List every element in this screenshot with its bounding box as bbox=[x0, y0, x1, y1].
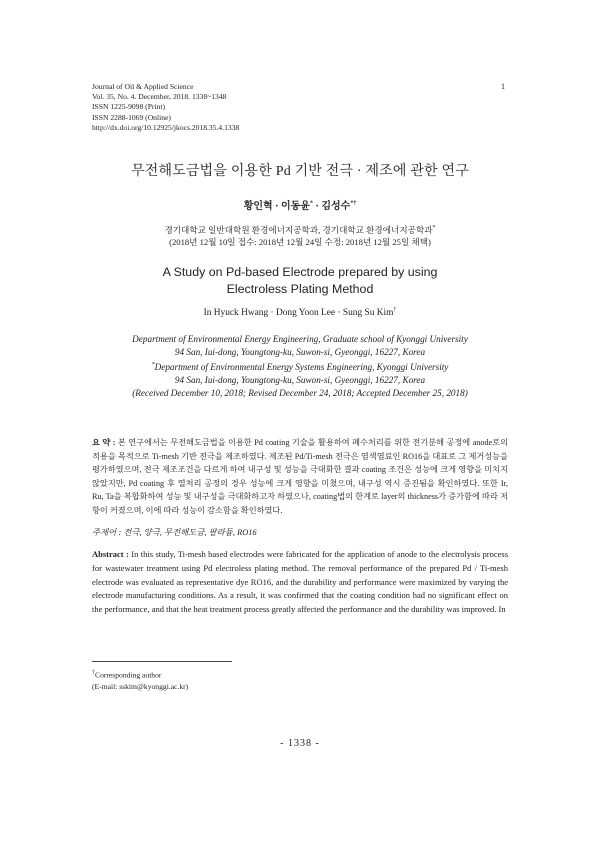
page-number: 1 bbox=[501, 82, 505, 91]
english-affiliation bbox=[0, 333, 600, 400]
english-title-line-1: A Study on Pd-based Electrode prepared by using bbox=[162, 265, 438, 279]
korean-affiliation bbox=[0, 222, 600, 249]
english-abstract-text: In this study, Ti-mesh based electrodes were fabricated for the application of anode to the electrolysis process for wastewater treatment using Pd electroless plating method. The removal performance of the prepared Pd / Ti-mesh electrode was evaluated as representative dye RO16, and the durability and performance were maximized by varying the electrode manufacturing conditions. As a result, it was confirmed that the coating condition had no significant effect on the performance, and that the heat treatment process greatly affected the performance and the durability was improved. In bbox=[92, 549, 508, 615]
received-dates: (Received December 10, 2018; Revised December 24, 2018; Accepted December 25, 2018) bbox=[132, 388, 468, 399]
english-title-line-2: Electroless Plating Method bbox=[226, 282, 374, 296]
corresponding-mark: *† bbox=[350, 200, 357, 207]
korean-abstract-label: 요 약 : bbox=[92, 438, 116, 447]
affiliation-line-1: Department of Environmental Energy Engineering, Graduate school of Kyonggi University bbox=[132, 334, 468, 344]
korean-affiliation-text: 경기대학교 일반대학원 환경에너지공학과, 경기대학교 환경에너지공학과 bbox=[164, 224, 433, 235]
affiliation-line-4: 94 San, Iui-dong, Youngtong-ku, Suwon-si, Gyeonggi, 16227, Korea bbox=[174, 375, 426, 386]
author-mark: * bbox=[309, 200, 313, 207]
footnote-mark: † bbox=[92, 670, 95, 676]
korean-authors-text-2: · 김성수 bbox=[312, 201, 351, 212]
issn-print: ISSN 1225-9098 (Print) bbox=[92, 102, 165, 112]
korean-title: 무전해도금법을 이용한 Pd 기반 전극 · 제조에 관한 연구 bbox=[131, 164, 469, 179]
affiliation-line-3: Department of Environmental Energy Systems Engineering, Kyonggi University bbox=[154, 362, 449, 373]
korean-keywords: 주제어 : 전극, 양극, 무전해도금, 팔라듐, RO16 bbox=[92, 528, 257, 537]
journal-name: Journal of Oil & Applied Science bbox=[92, 82, 194, 91]
footnote-author: Corresponding author bbox=[95, 670, 162, 680]
affiliation-en-mark: * bbox=[151, 362, 155, 368]
korean-abstract bbox=[92, 436, 508, 518]
journal-volume: Vol. 35, No. 4. December, 2018. 1338~1348 bbox=[92, 92, 227, 102]
footnote-divider bbox=[92, 661, 232, 662]
footnote bbox=[92, 668, 188, 693]
korean-authors bbox=[0, 197, 600, 212]
english-corresponding-mark: † bbox=[393, 307, 397, 313]
english-authors-text: In Hyuck Hwang · Dong Yoon Lee · Sung Su Kim bbox=[203, 308, 394, 319]
doi-link[interactable]: http://dx.doi.org/10.12925/jkocs.2018.35.4.1338 bbox=[92, 122, 240, 132]
affiliation-mark: * bbox=[432, 225, 436, 231]
footnote-email: (E-mail: sskim@kyonggi.ac.kr) bbox=[92, 682, 189, 692]
english-abstract bbox=[92, 548, 508, 617]
korean-dates: (2018년 12월 10일 접수: 2018년 12월 24일 수정: 2018년 12월 25일 채택) bbox=[169, 237, 431, 248]
issn-online: ISSN 2288-1069 (Online) bbox=[92, 112, 171, 122]
korean-abstract-text: 본 연구에서는 무전해도금법을 이용한 Pd coating 기술을 활용하여 폐수처리를 위한 전기분해 공정에 anode로의 적용을 목적으로 Ti-mesh 기반 전극을 제조하였다. 제조된 Pd/Ti-mesh 전극은 염색염료인 RO16을 대표로 그 제거성능을 평가하였으며, 전극 제조조건을 다르게 하여 내구성 및 성능을 극대화한 결과 coating 조건은 성능에 크게 영향을 미치지 않았지만, Pd coating 후 열처리 공정의 경우 성능에 크게 영향을 미쳤으며, 내구성 역시 증진됨을 확인하였다. 또한 Ir, Ru, Ta을 복합화하여 성능 및 내구성을 극대화하고자 하였으나, coating법의 한계로 layer의 thickness가 증가함에 따라 저항이 커졌으며, 이에 따라 성능이 감소함을 확인하였다. bbox=[92, 438, 508, 515]
page-footer: - 1338 - bbox=[280, 738, 320, 749]
english-abstract-label: Abstract : bbox=[92, 549, 129, 559]
english-title bbox=[0, 264, 600, 298]
korean-authors-text: 황인혁 · 이동윤 bbox=[243, 201, 310, 212]
journal-header bbox=[92, 82, 239, 133]
affiliation-line-2: 94 San, Iui-dong, Youngtong-ku, Suwon-si, Gyeonggi, 16227, Korea bbox=[174, 347, 426, 357]
english-authors bbox=[0, 307, 600, 318]
